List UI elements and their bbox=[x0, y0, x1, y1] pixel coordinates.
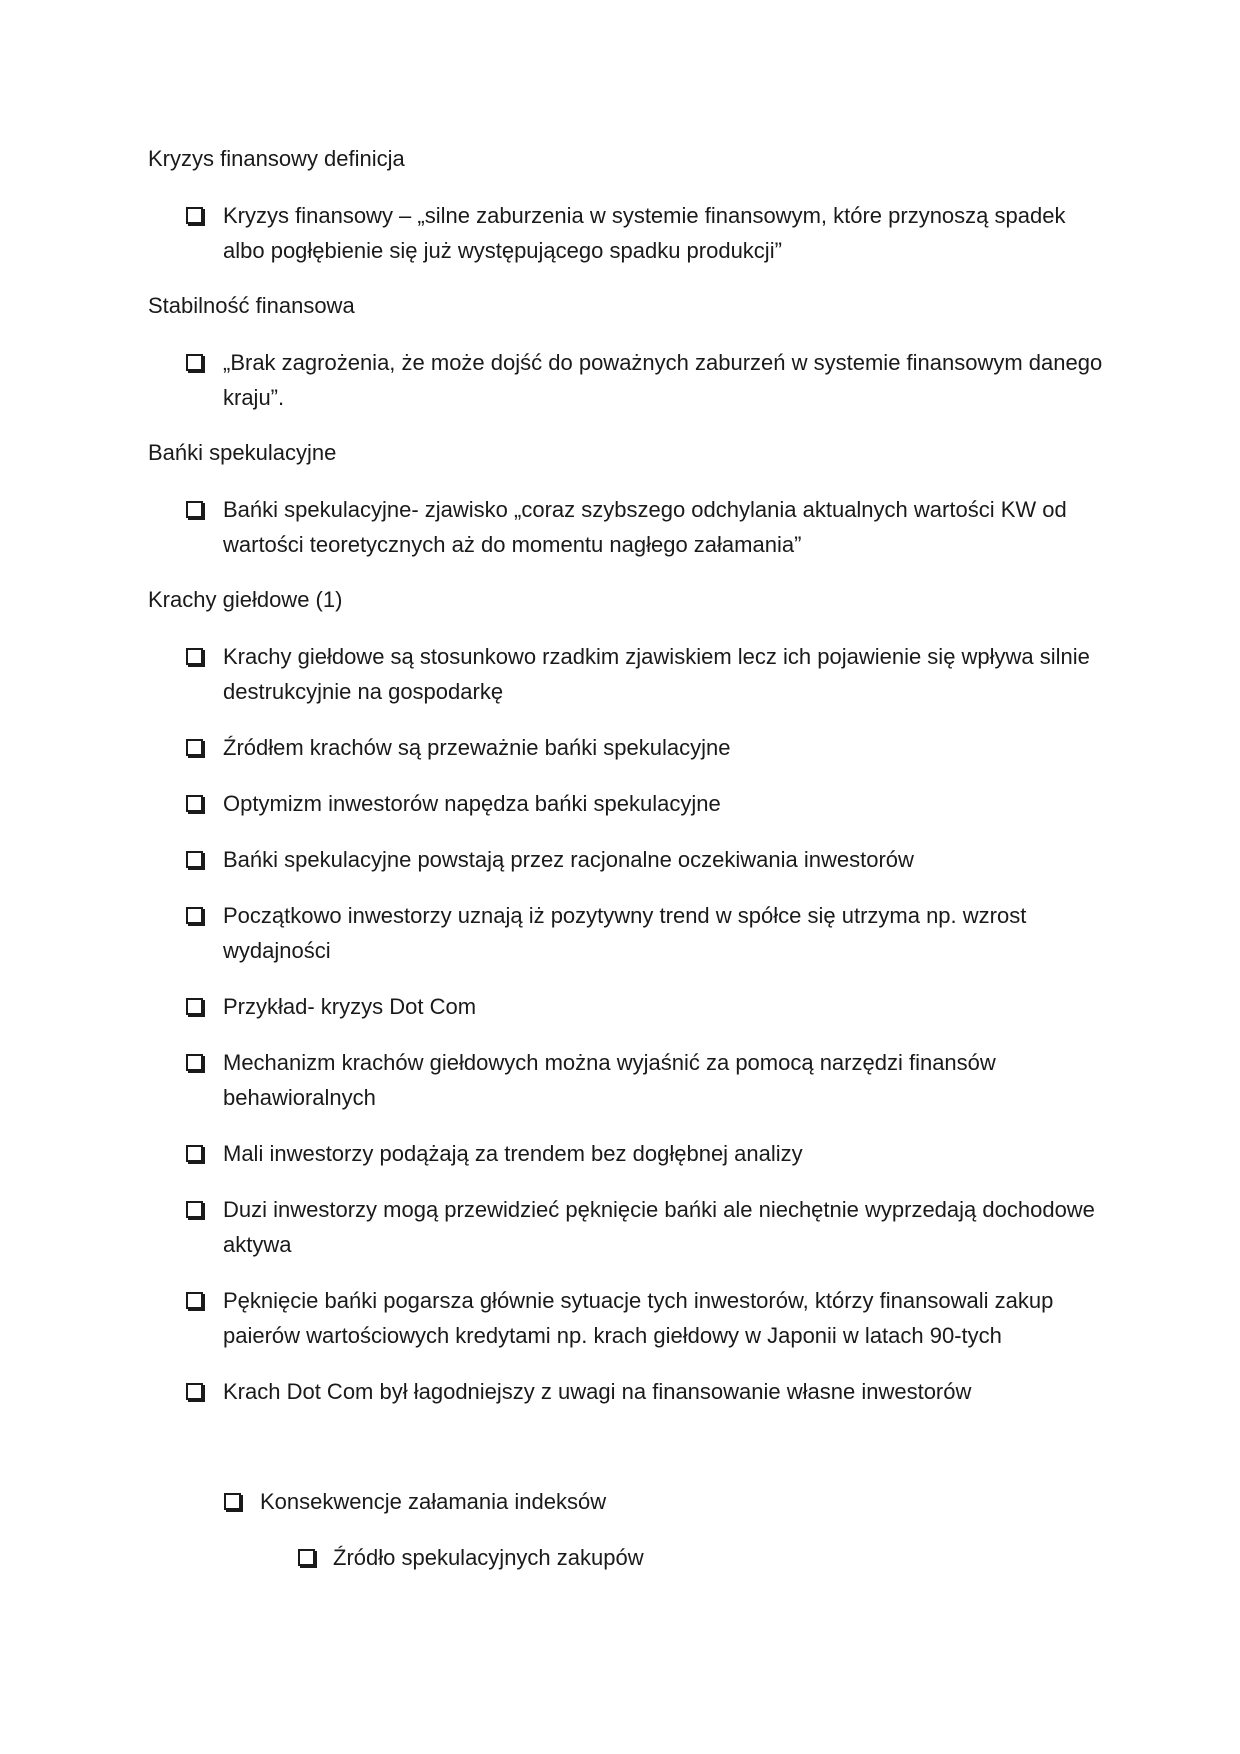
list-item-nested bbox=[148, 1484, 1108, 1519]
list-item bbox=[148, 1045, 1108, 1115]
list-item-text: Krachy giełdowe są stosunkowo rzadkim zjawiskiem lecz ich pojawienie się wpływa silnie destrukcyjnie na gospodarkę bbox=[223, 644, 1090, 704]
checkbox-bullet-icon bbox=[186, 795, 203, 812]
list-item-text: Przykład- kryzys Dot Com bbox=[223, 994, 477, 1019]
checkbox-bullet-icon bbox=[186, 354, 203, 371]
list-item-text: „Brak zagrożenia, że może dojść do poważnych zaburzeń w systemie finansowym danego kraju”. bbox=[223, 350, 1103, 410]
list-item-text: Bańki spekulacyjne powstają przez racjonalne oczekiwania inwestorów bbox=[223, 847, 914, 872]
list-item-text: Pęknięcie bańki pogarsza głównie sytuacje tych inwestorów, którzy finansowali zakup paierów wartościowych kredytami np. krach giełdowy w Japonii w latach 90-tych bbox=[223, 1288, 1054, 1348]
list-item-text: Duzi inwestorzy mogą przewidzieć pęknięcie bańki ale niechętnie wyprzedają dochodowe aktywa bbox=[223, 1197, 1095, 1257]
list-item-text: Mali inwestorzy podążają za trendem bez dogłębnej analizy bbox=[223, 1141, 803, 1166]
list-item bbox=[148, 1192, 1108, 1262]
checkbox-bullet-icon bbox=[186, 648, 203, 665]
checkbox-bullet-icon bbox=[186, 501, 203, 518]
list-item bbox=[148, 842, 1108, 877]
checkbox-bullet-icon bbox=[186, 1145, 203, 1162]
checkbox-bullet-icon bbox=[224, 1493, 241, 1510]
list-item-nested-deep bbox=[148, 1540, 1108, 1575]
list-item-text: Źródło spekulacyjnych zakupów bbox=[333, 1545, 644, 1570]
list-item bbox=[148, 639, 1108, 709]
spacer bbox=[148, 1430, 1108, 1484]
section-heading-kryzys: Kryzys finansowy definicja bbox=[148, 146, 405, 171]
checkbox-bullet-icon bbox=[186, 207, 203, 224]
list-item-text: Krach Dot Com był łagodniejszy z uwagi na finansowanie własne inwestorów bbox=[223, 1379, 972, 1404]
list-item bbox=[148, 989, 1108, 1024]
checkbox-bullet-icon bbox=[186, 851, 203, 868]
section-heading-stabilnosc: Stabilność finansowa bbox=[148, 293, 355, 318]
list-item bbox=[148, 1283, 1108, 1353]
list-item bbox=[148, 345, 1108, 415]
list-item-text: Konsekwencje załamania indeksów bbox=[260, 1489, 607, 1514]
document-content bbox=[148, 142, 1108, 1596]
list-item-text: Początkowo inwestorzy uznają iż pozytywny trend w spółce się utrzyma np. wzrost wydajności bbox=[223, 903, 1027, 963]
checkbox-bullet-icon bbox=[186, 1383, 203, 1400]
list-item-text: Kryzys finansowy – „silne zaburzenia w systemie finansowym, które przynoszą spadek albo pogłębienie się już występującego spadku produkcji” bbox=[223, 203, 1066, 263]
list-item-text: Mechanizm krachów giełdowych można wyjaśnić za pomocą narzędzi finansów behawioralnych bbox=[223, 1050, 996, 1110]
list-item bbox=[148, 198, 1108, 268]
checkbox-bullet-icon bbox=[186, 998, 203, 1015]
list-item bbox=[148, 730, 1108, 765]
checkbox-bullet-icon bbox=[186, 1292, 203, 1309]
list-item bbox=[148, 1374, 1108, 1409]
list-item-text: Optymizm inwestorów napędza bańki spekulacyjne bbox=[223, 791, 721, 816]
list-item-text: Bańki spekulacyjne- zjawisko „coraz szybszego odchylania aktualnych wartości KW od wartości teoretycznych aż do momentu nagłego załamania” bbox=[223, 497, 1067, 557]
checkbox-bullet-icon bbox=[186, 739, 203, 756]
list-item bbox=[148, 1136, 1108, 1171]
checkbox-bullet-icon bbox=[186, 1054, 203, 1071]
checkbox-bullet-icon bbox=[298, 1549, 315, 1566]
section-heading-banki: Bańki spekulacyjne bbox=[148, 440, 337, 465]
list-item bbox=[148, 786, 1108, 821]
list-item bbox=[148, 898, 1108, 968]
checkbox-bullet-icon bbox=[186, 907, 203, 924]
section-heading-krachy: Krachy giełdowe (1) bbox=[148, 587, 343, 612]
list-item-text: Źródłem krachów są przeważnie bańki spekulacyjne bbox=[223, 735, 731, 760]
list-item bbox=[148, 492, 1108, 562]
checkbox-bullet-icon bbox=[186, 1201, 203, 1218]
